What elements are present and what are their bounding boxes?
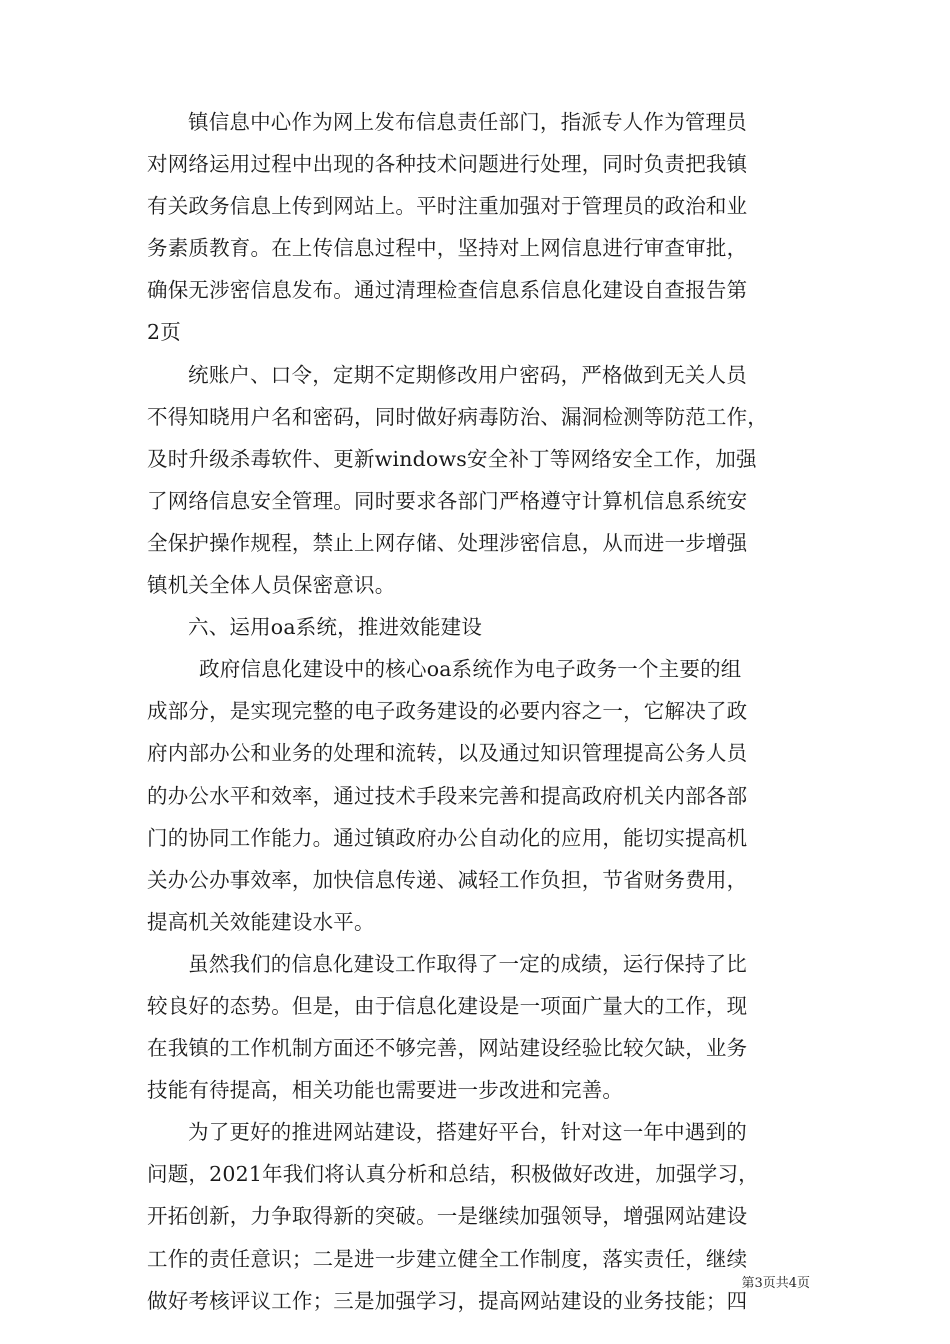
- page-number: 第3页共4页: [741, 1276, 810, 1291]
- text-line: 开拓创新，力争取得新的突破。一是继续加强领导，增强网站建设: [147, 1204, 748, 1229]
- text-line: 虽然我们的信息化建设工作取得了一定的成绩，运行保持了比: [188, 951, 747, 976]
- text-line: 为了更好的推进网站建设，搭建好平台，针对这一年中遇到的: [188, 1120, 747, 1145]
- text-line: 的办公水平和效率，通过技术手段来完善和提高政府机关内部各部: [147, 783, 748, 808]
- text-line: 不得知晓用户名和密码，同时做好病毒防治、漏洞检测等防范工作，: [147, 404, 768, 429]
- text-line: 技能有待提高，相关功能也需要进一步改进和完善。: [147, 1078, 624, 1103]
- text-line: 在我镇的工作机制方面还不够完善，网站建设经验比较欠缺，业务: [147, 1036, 748, 1061]
- body-text: [147, 101, 807, 1322]
- text-line: 统账户、口令，定期不定期修改用户密码，严格做到无关人员: [188, 362, 747, 387]
- text-line: 对网络运用过程中出现的各种技术问题进行处理，同时负责把我镇: [147, 152, 748, 177]
- text-line: 镇信息中心作为网上发布信息责任部门，指派专人作为管理员: [188, 110, 747, 134]
- text-line: 务素质教育。在上传信息过程中，坚持对上网信息进行审查审批，: [147, 236, 748, 261]
- text-line: 全保护操作规程，禁止上网存储、处理涉密信息，从而进一步增强: [147, 530, 748, 555]
- text-line: 确保无涉密信息发布。通过清理检查信息系信息化建设自查报告第: [147, 278, 748, 303]
- text-line: 了网络信息安全管理。同时要求各部门严格遵守计算机信息系统安: [147, 488, 748, 513]
- text-line: 工作的责任意识；二是进一步建立健全工作制度，落实责任，继续: [147, 1246, 748, 1271]
- text-line: 政府信息化建设中的核心oa系统作为电子政务一个主要的组: [199, 657, 742, 682]
- text-line: 问题，2021年我们将认真分析和总结，积极做好改进，加强学习，: [147, 1162, 759, 1187]
- text-line: 府内部办公和业务的处理和流转，以及通过知识管理提高公务人员: [147, 741, 748, 766]
- section-heading: 六、运用oa系统，推进效能建设: [188, 615, 483, 640]
- text-line: 镇机关全体人员保密意识。: [147, 573, 396, 598]
- text-line: 关办公办事效率，加快信息传递、减轻工作负担，节省财务费用，: [147, 867, 748, 892]
- text-line: 成部分，是实现完整的电子政务建设的必要内容之一，它解决了政: [147, 699, 748, 724]
- text-line: 有关政务信息上传到网站上。平时注重加强对于管理员的政治和业: [147, 194, 748, 219]
- text-line: 2页: [147, 320, 181, 345]
- text-line: 门的协同工作能力。通过镇政府办公自动化的应用，能切实提高机: [147, 825, 748, 850]
- text-line: 做好考核评议工作；三是加强学习，提高网站建设的业务技能；四: [147, 1288, 748, 1313]
- text-line: 及时升级杀毒软件、更新windows安全补丁等网络安全工作，加强: [147, 446, 757, 471]
- text-line: 较良好的态势。但是，由于信息化建设是一项面广量大的工作，现: [147, 993, 748, 1018]
- text-line: 提高机关效能建设水平。: [147, 909, 375, 934]
